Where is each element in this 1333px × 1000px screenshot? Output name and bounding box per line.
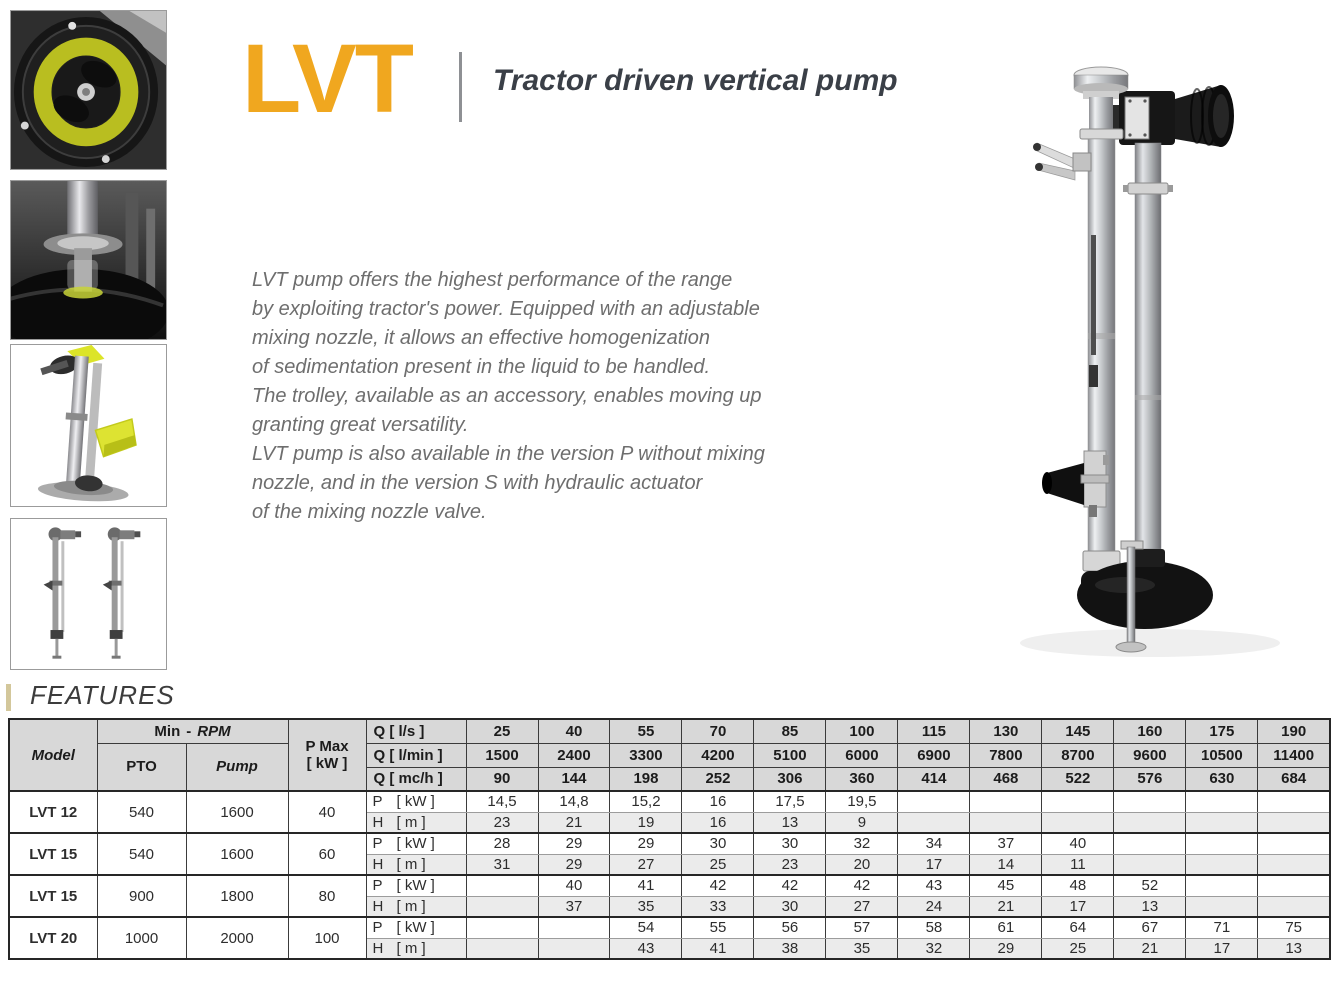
p-value-cell: 37 [970,833,1042,854]
h-value-cell [538,938,610,959]
p-value-cell: 45 [970,875,1042,896]
p-value-cell: 42 [754,875,826,896]
q-value-cell: 576 [1114,767,1186,791]
q-value-cell: 70 [682,719,754,743]
p-unit-label: [ kW ] [396,835,435,853]
p-value-cell: 75 [1258,917,1330,938]
h-value-cell: 23 [466,812,538,833]
q-value-cell: 9600 [1114,743,1186,767]
p-value-cell: 30 [754,833,826,854]
model-name-cell: LVT 20 [9,917,97,959]
q-value-cell: 198 [610,767,682,791]
q-value-cell: 10500 [1186,743,1258,767]
p-value-cell: 32 [826,833,898,854]
h-value-cell [1114,812,1186,833]
p-value-cell: 52 [1114,875,1186,896]
q-value-cell: 522 [1042,767,1114,791]
q-value-cell: 6000 [826,743,898,767]
h-value-cell [1042,812,1114,833]
p-label: P [372,877,383,895]
h-value-cell: 33 [682,896,754,917]
p-value-cell: 14,8 [538,791,610,812]
p-value-cell: 64 [1042,917,1114,938]
h-unit-label: [ m ] [396,897,426,915]
p-value-cell [1186,875,1258,896]
h-value-cell [1114,854,1186,875]
impeller-photo [10,10,167,170]
h-row-label [366,812,466,833]
h-value-cell: 25 [682,854,754,875]
p-value-cell: 16 [682,791,754,812]
p-value-cell [538,917,610,938]
header-pump: Pump [186,743,288,791]
drive-tube [1123,143,1173,549]
p-value-cell: 15,2 [610,791,682,812]
h-value-cell [1186,896,1258,917]
h-value-cell: 17 [898,854,970,875]
two-pumps-illustration [11,519,166,669]
model-p-row [9,875,1330,896]
q-value-cell: 55 [610,719,682,743]
h-unit-label: [ m ] [396,855,426,873]
h-value-cell: 35 [826,938,898,959]
spec-table-head [9,719,1330,791]
product-subtitle: Tractor driven vertical pump [493,64,898,97]
p-value-cell: 56 [754,917,826,938]
p-row-label [366,875,466,896]
h-value-cell [1186,812,1258,833]
model-name-cell: LVT 15 [9,875,97,917]
mixing-nozzle [1042,451,1109,517]
pto-value-cell: 1000 [97,917,186,959]
q-value-cell: 11400 [1258,743,1330,767]
header-pto: PTO [97,743,186,791]
p-value-cell [898,791,970,812]
h-value-cell: 13 [1258,938,1330,959]
brand-logo: LVT [242,24,413,133]
p-row-label [366,917,466,938]
p-value-cell: 40 [1042,833,1114,854]
p-value-cell: 57 [826,917,898,938]
q-value-cell: 130 [970,719,1042,743]
p-value-cell: 42 [682,875,754,896]
header-pmax [288,719,366,791]
p-value-cell: 58 [898,917,970,938]
description-line: The trolley, available as an accessory, enables moving up [252,385,762,407]
p-value-cell: 71 [1186,917,1258,938]
description-line: LVT pump offers the highest performance of the range [252,269,733,291]
h-value-cell: 13 [1114,896,1186,917]
spec-table [8,718,1331,960]
q-value-cell: 468 [970,767,1042,791]
p-label: P [372,793,383,811]
q-value-cell: 7800 [970,743,1042,767]
min-label: Min [154,722,181,740]
q-value-cell: 144 [538,767,610,791]
p-value-cell: 48 [1042,875,1114,896]
pump-rpm-value-cell: 1800 [186,875,288,917]
p-value-cell: 55 [682,917,754,938]
h-value-cell: 9 [826,812,898,833]
description-line: mixing nozzle, it allows an effective homogenization [252,327,711,349]
q-row-label: Q [ mc/h ] [366,767,466,791]
q-value-cell: 6900 [898,743,970,767]
p-value-cell: 17,5 [754,791,826,812]
h-value-cell [466,896,538,917]
q-value-cell: 25 [466,719,538,743]
p-value-cell [1186,791,1258,812]
p-value-cell: 61 [970,917,1042,938]
h-value-cell: 35 [610,896,682,917]
q-value-cell: 2400 [538,743,610,767]
p-row-label [366,833,466,854]
pump-rpm-value-cell: 1600 [186,833,288,875]
shaft-seal-illustration [11,181,166,339]
p-value-cell: 19,5 [826,791,898,812]
h-value-cell: 11 [1042,854,1114,875]
p-value-cell: 43 [898,875,970,896]
h-unit-label: [ m ] [396,813,426,831]
product-description [252,266,812,527]
h-value-cell: 16 [682,812,754,833]
p-value-cell: 29 [610,833,682,854]
p-value-cell [1114,791,1186,812]
pto-value-cell: 900 [97,875,186,917]
h-unit-label: [ m ] [396,939,426,957]
description-line: of sedimentation present in the liquid to be handled. [252,356,711,378]
h-value-cell: 14 [970,854,1042,875]
h-value-cell: 29 [970,938,1042,959]
h-value-cell: 17 [1186,938,1258,959]
p-value-cell [466,917,538,938]
description-line: by exploiting tractor's power. Equipped with an adjustable [252,298,760,320]
description-line: granting great versatility. [252,414,469,436]
header-min-rpm [97,719,288,743]
p-value-cell [1042,791,1114,812]
p-unit-label: [ kW ] [396,919,435,937]
h-value-cell: 20 [826,854,898,875]
pmax-value-cell: 40 [288,791,366,833]
description-line: LVT pump is also available in the version P without mixing [252,443,765,465]
pmax-line2: [ kW ] [306,755,348,772]
pmax-line1: P Max [305,737,349,755]
p-row-label [366,791,466,812]
h-row-label [366,854,466,875]
q-value-cell: 1500 [466,743,538,767]
h-value-cell: 13 [754,812,826,833]
h-value-cell: 32 [898,938,970,959]
q-value-cell: 90 [466,767,538,791]
p-value-cell [1258,791,1330,812]
p-value-cell: 42 [826,875,898,896]
impeller-illustration [11,11,166,169]
mixing-nozzle-photo [10,344,167,507]
p-value-cell: 67 [1114,917,1186,938]
p-unit-label: [ kW ] [396,793,435,811]
q-value-cell: 85 [754,719,826,743]
h-value-cell: 37 [538,896,610,917]
q-value-cell: 8700 [1042,743,1114,767]
h-value-cell: 43 [610,938,682,959]
h-row-label [366,896,466,917]
p-value-cell [1186,833,1258,854]
p-value-cell [466,875,538,896]
features-heading: FEATURES [30,680,175,710]
tube-clamp [1080,129,1123,139]
shaft-seal-photo [10,180,167,340]
p-value-cell: 41 [610,875,682,896]
two-pumps-photo [10,518,167,670]
h-value-cell [1258,896,1330,917]
model-p-row [9,833,1330,854]
p-label: P [372,835,383,853]
h-value-cell: 21 [1114,938,1186,959]
q-value-cell: 5100 [754,743,826,767]
model-name-cell: LVT 15 [9,833,97,875]
h-value-cell [1258,812,1330,833]
pump-rpm-value-cell: 2000 [186,917,288,959]
h-value-cell: 19 [610,812,682,833]
h-value-cell: 21 [970,896,1042,917]
h-value-cell [466,938,538,959]
h-value-cell: 31 [466,854,538,875]
q-value-cell: 252 [682,767,754,791]
header-divider [459,52,462,122]
model-p-row [9,917,1330,938]
pmax-value-cell: 80 [288,875,366,917]
q-value-cell: 160 [1114,719,1186,743]
description-line: of the mixing nozzle valve. [252,501,487,523]
pto-value-cell: 540 [97,791,186,833]
rpm-label: RPM [197,722,231,740]
lever-handle [1033,143,1091,180]
pmax-value-cell: 100 [288,917,366,959]
pto-coupling-cone [1175,85,1234,147]
p-value-cell: 28 [466,833,538,854]
h-value-cell: 24 [898,896,970,917]
h-value-cell: 30 [754,896,826,917]
p-value-cell: 54 [610,917,682,938]
h-value-cell [1186,854,1258,875]
model-name-cell: LVT 12 [9,791,97,833]
p-label: P [372,919,383,937]
q-value-cell: 190 [1258,719,1330,743]
model-p-row [9,791,1330,812]
q-value-cell: 145 [1042,719,1114,743]
q-value-cell: 684 [1258,767,1330,791]
h-label: H [372,939,384,957]
h-label: H [372,855,384,873]
h-value-cell: 23 [754,854,826,875]
mixing-nozzle-illustration [11,345,166,506]
q-value-cell: 4200 [682,743,754,767]
pto-value-cell: 540 [97,833,186,875]
description-line: nozzle, and in the version S with hydraulic actuator [252,472,703,494]
floor-shadow [1020,629,1280,657]
p-value-cell [1258,833,1330,854]
min-rpm-separator: - [186,722,192,740]
h-value-cell: 27 [610,854,682,875]
q-value-cell: 175 [1186,719,1258,743]
p-value-cell: 34 [898,833,970,854]
p-value-cell [1258,875,1330,896]
p-value-cell [970,791,1042,812]
pump-volute [1077,549,1213,629]
main-pump-image [985,35,1315,690]
h-row-label [366,938,466,959]
h-value-cell: 17 [1042,896,1114,917]
p-unit-label: [ kW ] [396,877,435,895]
p-value-cell [1114,833,1186,854]
q-value-cell: 630 [1186,767,1258,791]
h-value-cell [970,812,1042,833]
q-value-cell: 40 [538,719,610,743]
h-value-cell: 41 [682,938,754,959]
features-accent-bar [6,684,11,711]
h-value-cell: 21 [538,812,610,833]
h-value-cell: 27 [826,896,898,917]
q-value-cell: 414 [898,767,970,791]
h-label: H [372,813,384,831]
h-value-cell: 29 [538,854,610,875]
h-value-cell [1258,854,1330,875]
q-row-label: Q [ l/min ] [366,743,466,767]
h-value-cell: 38 [754,938,826,959]
q-value-cell: 306 [754,767,826,791]
q-value-cell: 115 [898,719,970,743]
q-row-label: Q [ l/s ] [366,719,466,743]
spec-table-body [9,791,1330,959]
p-value-cell: 40 [538,875,610,896]
p-value-cell: 14,5 [466,791,538,812]
q-value-cell: 3300 [610,743,682,767]
q-value-cell: 360 [826,767,898,791]
pump-rpm-value-cell: 1600 [186,791,288,833]
p-value-cell: 30 [682,833,754,854]
q-value-cell: 100 [826,719,898,743]
h-label: H [372,897,384,915]
p-value-cell: 29 [538,833,610,854]
h-value-cell [898,812,970,833]
pmax-value-cell: 60 [288,833,366,875]
h-value-cell: 25 [1042,938,1114,959]
header-model: Model [9,719,97,791]
